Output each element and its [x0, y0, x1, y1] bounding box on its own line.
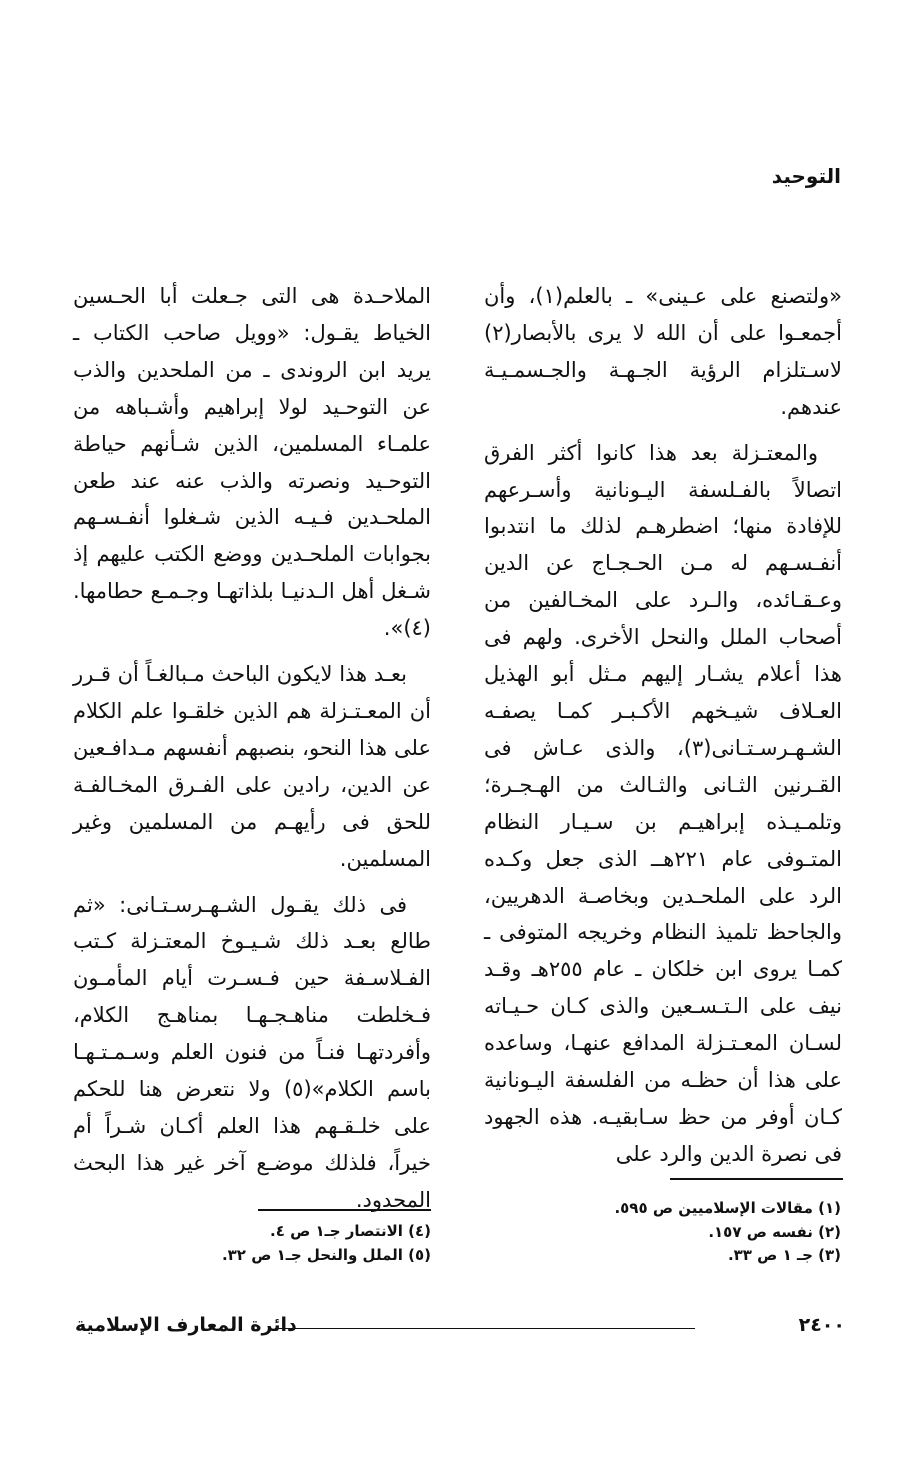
- paragraph: فى ذلك يقـول الشـهـرسـتـانى: «ثم طالع بعـد ذلك شـيـوخ المعتـزلة كـتب الفـلاسـفة حين فـسـرت أيام المأمـون فـخلطت مناهـجـهـا بمناهـج الكلام، وأفردتهـا فنـاً من فنون العلم وسـمـتـهـا باسم الكلام»(٥) ولا نتعرض هنا للحكم على خلـقـهم هذا العلم أكـان شـراً أم خيراً، فلذلك موضـع آخر غير هذا البحث المحدود.: [73, 892, 431, 1212]
- footnotes-left: [131, 1220, 431, 1267]
- page-number: ٢٤٠٠: [798, 1314, 845, 1336]
- text-column-left: [73, 278, 431, 1219]
- publication-title: دائرة المعارف الإسلامية: [75, 1314, 297, 1336]
- running-header-title: التوحيد: [771, 164, 841, 188]
- footnote-divider-right: [670, 1178, 843, 1180]
- paragraph: والمعتـزلة بعد هذا كانوا أكثر الفرق اتصالاً بالفـلسفة اليـونانية وأسـرعهم للإفادة منها؛ اضطرهـم لذلك ما انتدبوا أنفـسـهم له مـن الحـجـاج عن الدين وعـقـائده، والـرد على المخـالفين من أصحاب الملل والنحل الأخرى. ولهم فى هذا أعلام يشـار إليهم مـثل أبو الهذيل العـلاف شيـخهم الأكـبـر كمـا يصفـه الشـهـرسـتـانى(٣)، والذى عـاش فى القـرنين الثـانى والثـالث من الهـجـرة؛ وتلمـيـذه إبراهيـم بن سـيـار النظام المتـوفى عام ٢٢١هــ الذى جعل وكـده الرد على الملحـدين وبخاصـة الدهريين، والجاحظ تلميذ النظام وخريجه المتوفى ـ كمـا يروى ابن خلكان ـ عام ٢٥٥هـ وقـد نيف على الـتـسـعين والذى كـان حـيـاته لسـان المعـتـزلة المدافع عنهـا، وساعده على هذا أن حظـه من الفلسفة اليـونانية كـان أوفر من حظ سـابقيـه. هذه الجهود فى نصرة الدين والرد على: [484, 440, 842, 1166]
- footnotes-right: [541, 1197, 841, 1268]
- paragraph: الملاحـدة هى التى جـعلت أبا الحـسين الخياط يقـول: «وويل صاحب الكتاب ـ يريد ابن الروندى ـ من الملحدين والذب عن التوحـيد لولا إبراهيم وأشـباهه من علمـاء المسلمين، الذين شـأنهم حياطة التوحـيد ونصرته والذب عنه عند طعن الملحـدين فـيـه الذين شـغلوا أنفـسـهم بجوابات الملحـدين ووضع الكتب عليهم إذ شـغل أهل الـدنيـا بلذاتهـا وجـمـع حطامها.(٤)».: [73, 284, 431, 641]
- footnote-item: (٢) نفسه ص ١٥٧.: [708, 1222, 841, 1241]
- footer-divider: [275, 1328, 695, 1329]
- page-footer: [75, 1314, 845, 1342]
- paragraph: «ولتصنع على عـينى» ـ بالعلم(١)، وأن أجمعـوا على أن الله لا يرى بالأبصار(٢) لاسـتلزام الرؤية الجـهـة والجـسمـيـة عندهم.: [484, 284, 843, 419]
- footnote-item: (٣) جـ ١ ص ٣٣.: [727, 1246, 841, 1264]
- footnote-item: (١) مقالات الإسلاميين ص ٥٩٥.: [614, 1199, 841, 1217]
- footnote-item: (٤) الانتصار جـ١ ص ٤.: [269, 1222, 431, 1240]
- text-column-right: [484, 278, 842, 1173]
- paragraph: بعـد هذا لايكون الباحث مـبالغـاً أن قـرر أن المعـتـزلة هم الذين خلقـوا علم الكلام على هذا النحو، بنصبهم أنفسهم مـدافـعين عن الدين، رادين على الفـرق المخـالفـة للحق فى رأيهـم من المسلمين وغير المسلمين.: [73, 662, 431, 871]
- footnote-item: (٥) الملل والنحل جـ١ ص ٣٢.: [221, 1245, 431, 1264]
- footnote-divider-left: [258, 1209, 431, 1211]
